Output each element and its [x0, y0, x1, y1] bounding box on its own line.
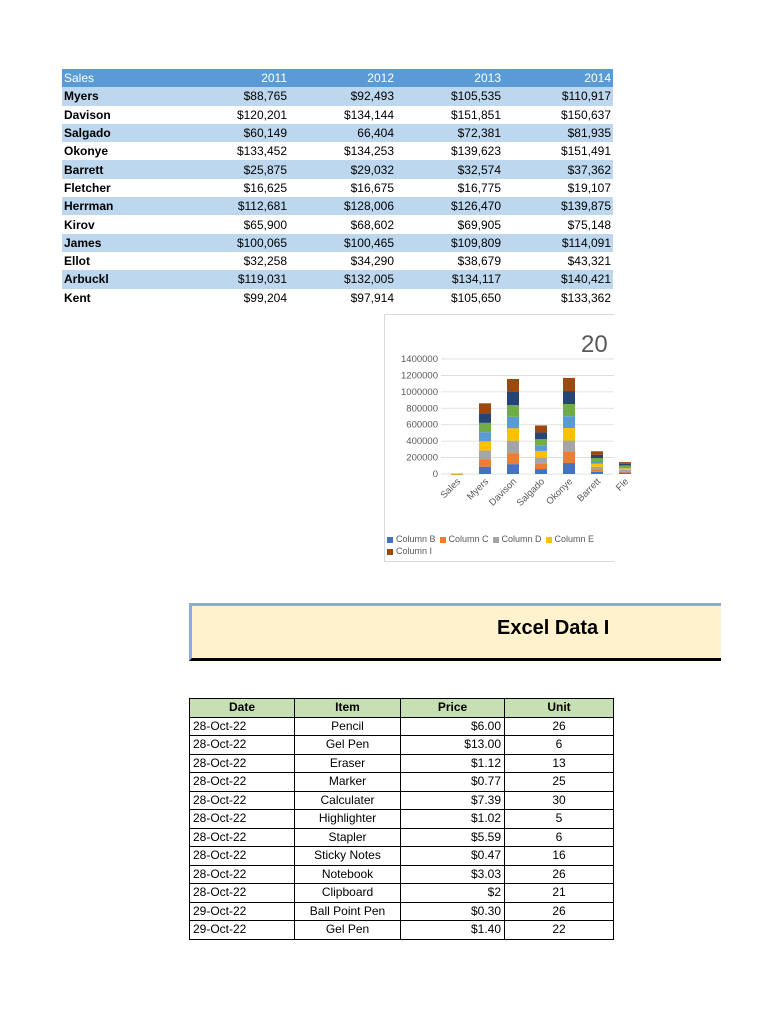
- legend-label: Column C: [448, 534, 489, 544]
- y-tick-label: 400000: [406, 436, 438, 448]
- date-cell[interactable]: 28-Oct-22: [190, 865, 295, 884]
- price-cell[interactable]: $6.00: [401, 717, 505, 736]
- legend-item[interactable]: [493, 533, 542, 545]
- sales-value-cell[interactable]: $97,914: [289, 289, 396, 307]
- sales-value-cell[interactable]: $88,765: [144, 87, 289, 105]
- legend-swatch: [387, 537, 393, 543]
- item-cell[interactable]: Clipboard: [295, 884, 401, 903]
- salesperson-name-cell[interactable]: Barrett: [62, 160, 144, 178]
- items-table-body: [190, 717, 614, 939]
- sales-value-cell[interactable]: $29,032: [289, 160, 396, 178]
- items-header-row: [190, 699, 614, 718]
- sales-value-cell[interactable]: $114,091: [503, 234, 613, 252]
- sales-header-cell[interactable]: 2012: [289, 69, 396, 87]
- sales-value-cell[interactable]: $134,144: [289, 106, 396, 124]
- unit-cell[interactable]: 13: [505, 754, 614, 773]
- items-header-item[interactable]: Item: [295, 699, 401, 718]
- x-tick-label: Sales: [438, 476, 464, 501]
- sales-value-cell[interactable]: $32,258: [144, 252, 289, 270]
- bar-segment[interactable]: [479, 467, 491, 474]
- legend-swatch: [546, 537, 552, 543]
- unit-cell[interactable]: 26: [505, 902, 614, 921]
- legend-label: Column D: [501, 534, 542, 544]
- sales-value-cell[interactable]: $69,905: [396, 215, 503, 233]
- date-cell[interactable]: 28-Oct-22: [190, 828, 295, 847]
- item-cell[interactable]: Sticky Notes: [295, 847, 401, 866]
- sales-value-cell[interactable]: $140,421: [503, 270, 613, 288]
- sales-row: [62, 289, 613, 307]
- bar-segment[interactable]: [563, 378, 575, 391]
- price-cell[interactable]: $0.77: [401, 773, 505, 792]
- bar-segment[interactable]: [535, 458, 547, 464]
- item-cell[interactable]: Highlighter: [295, 810, 401, 829]
- bar-segment[interactable]: [479, 423, 491, 432]
- sales-value-cell[interactable]: $151,491: [503, 142, 613, 160]
- price-cell[interactable]: $1.12: [401, 754, 505, 773]
- sales-value-cell[interactable]: $16,775: [396, 179, 503, 197]
- sales-value-cell[interactable]: $133,452: [144, 142, 289, 160]
- items-row: [190, 884, 614, 903]
- item-cell[interactable]: Gel Pen: [295, 736, 401, 755]
- sales-header-cell[interactable]: 2013: [396, 69, 503, 87]
- sales-header-cell[interactable]: 2011: [144, 69, 289, 87]
- items-row: [190, 717, 614, 736]
- sales-row: [62, 197, 613, 215]
- bar-segment[interactable]: [563, 404, 575, 416]
- y-tick-label: 1200000: [401, 370, 438, 382]
- date-cell[interactable]: 28-Oct-22: [190, 791, 295, 810]
- items-row: [190, 921, 614, 940]
- bar-segment[interactable]: [479, 403, 491, 413]
- salesperson-name-cell[interactable]: Fletcher: [62, 179, 144, 197]
- sales-value-cell[interactable]: $120,201: [144, 106, 289, 124]
- bar-segment[interactable]: [479, 432, 491, 441]
- price-cell[interactable]: $7.39: [401, 791, 505, 810]
- bar-segment[interactable]: [507, 392, 519, 405]
- items-header-date[interactable]: Date: [190, 699, 295, 718]
- sales-value-cell[interactable]: $112,681: [144, 197, 289, 215]
- date-cell[interactable]: 28-Oct-22: [190, 884, 295, 903]
- sales-value-cell[interactable]: $134,253: [289, 142, 396, 160]
- items-row: [190, 810, 614, 829]
- sales-value-cell[interactable]: $132,005: [289, 270, 396, 288]
- legend-item[interactable]: [387, 545, 432, 557]
- sales-value-cell[interactable]: $133,362: [503, 289, 613, 307]
- sales-value-cell[interactable]: $128,006: [289, 197, 396, 215]
- bar-segment[interactable]: [535, 464, 547, 469]
- items-row: [190, 902, 614, 921]
- sales-value-cell[interactable]: $60,149: [144, 124, 289, 142]
- items-row: [190, 791, 614, 810]
- chart-title: 20: [581, 331, 608, 358]
- bar-segment[interactable]: [591, 467, 603, 470]
- date-cell[interactable]: 28-Oct-22: [190, 847, 295, 866]
- bar-segment[interactable]: [591, 451, 603, 454]
- sales-row: [62, 142, 613, 160]
- item-cell[interactable]: Gel Pen: [295, 921, 401, 940]
- bar-segment[interactable]: [619, 465, 631, 466]
- sales-value-cell[interactable]: $134,117: [396, 270, 503, 288]
- stacked-bar-chart[interactable]: [384, 314, 632, 562]
- bar-segment[interactable]: [563, 391, 575, 404]
- items-row: [190, 865, 614, 884]
- sales-value-cell[interactable]: $99,204: [144, 289, 289, 307]
- sales-value-cell[interactable]: $16,675: [289, 179, 396, 197]
- price-cell[interactable]: $0.47: [401, 847, 505, 866]
- sales-value-cell[interactable]: $72,381: [396, 124, 503, 142]
- unit-cell[interactable]: 21: [505, 884, 614, 903]
- sales-value-cell[interactable]: $16,625: [144, 179, 289, 197]
- item-cell[interactable]: Eraser: [295, 754, 401, 773]
- bar-segment[interactable]: [563, 452, 575, 463]
- sales-value-cell[interactable]: $139,875: [503, 197, 613, 215]
- sales-row: [62, 106, 613, 124]
- bar-segment[interactable]: [591, 455, 603, 458]
- y-tick-label: 1000000: [401, 386, 438, 398]
- date-cell[interactable]: 28-Oct-22: [190, 736, 295, 755]
- items-row: [190, 754, 614, 773]
- salesperson-name-cell[interactable]: Okonye: [62, 142, 144, 160]
- salesperson-name-cell[interactable]: Myers: [62, 87, 144, 105]
- sales-header-row: [62, 69, 613, 87]
- legend-swatch: [493, 537, 499, 543]
- bar-segment[interactable]: [535, 469, 547, 474]
- salesperson-name-cell[interactable]: Ellot: [62, 252, 144, 270]
- bar-segment[interactable]: [563, 463, 575, 474]
- x-tick-label: Salgado: [514, 476, 548, 509]
- bar-segment[interactable]: [479, 459, 491, 467]
- price-cell[interactable]: $1.02: [401, 810, 505, 829]
- bar-segment[interactable]: [479, 413, 491, 423]
- bar-segment[interactable]: [535, 439, 547, 445]
- bar-segment[interactable]: [507, 417, 519, 429]
- items-row: [190, 736, 614, 755]
- bar-segment[interactable]: [563, 416, 575, 428]
- legend-label: Column I: [396, 546, 433, 556]
- x-tick-label: Fle: [614, 476, 632, 494]
- sales-row: [62, 160, 613, 178]
- bar-segment[interactable]: [535, 432, 547, 439]
- bar-segment[interactable]: [591, 458, 603, 461]
- sales-value-cell[interactable]: $110,917: [503, 87, 613, 105]
- unit-cell[interactable]: 26: [505, 865, 614, 884]
- unit-cell[interactable]: 6: [505, 736, 614, 755]
- sales-value-cell[interactable]: $150,637: [503, 106, 613, 124]
- sales-row: [62, 270, 613, 288]
- sales-row: [62, 124, 613, 142]
- bar-segment[interactable]: [535, 445, 547, 451]
- sales-value-cell[interactable]: $43,321: [503, 252, 613, 270]
- bar-segment[interactable]: [563, 428, 575, 440]
- sales-value-cell[interactable]: $81,935: [503, 124, 613, 142]
- salesperson-name-cell[interactable]: Herrman: [62, 197, 144, 215]
- price-cell[interactable]: $3.03: [401, 865, 505, 884]
- banner-title-area: [189, 603, 613, 661]
- y-tick-label: 200000: [406, 452, 438, 464]
- price-cell[interactable]: $2: [401, 884, 505, 903]
- sales-value-cell[interactable]: $65,900: [144, 215, 289, 233]
- chart-plot: [385, 315, 632, 561]
- sales-value-cell[interactable]: $38,679: [396, 252, 503, 270]
- x-tick-label: Barrett: [575, 476, 604, 505]
- price-cell[interactable]: $5.59: [401, 828, 505, 847]
- sales-row: [62, 179, 613, 197]
- bar-segment[interactable]: [507, 405, 519, 417]
- sales-value-cell[interactable]: $139,623: [396, 142, 503, 160]
- bar-segment[interactable]: [563, 441, 575, 452]
- bar-segment[interactable]: [619, 462, 631, 464]
- bar-segment[interactable]: [591, 464, 603, 467]
- x-tick-label: Davison: [487, 476, 520, 509]
- bar-segment[interactable]: [591, 472, 603, 474]
- sales-row: [62, 215, 613, 233]
- salesperson-name-cell[interactable]: Kirov: [62, 215, 144, 233]
- y-tick-label: 0: [432, 469, 438, 480]
- salesperson-name-cell[interactable]: Davison: [62, 106, 144, 124]
- sales-value-cell[interactable]: $100,465: [289, 234, 396, 252]
- sales-value-cell[interactable]: $126,470: [396, 197, 503, 215]
- legend-label: Column E: [554, 534, 595, 544]
- sales-table: [62, 69, 613, 307]
- date-cell[interactable]: 29-Oct-22: [190, 921, 295, 940]
- items-header-unit[interactable]: Unit: [505, 699, 614, 718]
- sales-row: [62, 234, 613, 252]
- bar-segment[interactable]: [535, 451, 547, 458]
- items-row: [190, 773, 614, 792]
- items-row: [190, 828, 614, 847]
- sales-value-cell[interactable]: $151,851: [396, 106, 503, 124]
- bar-segment[interactable]: [619, 473, 631, 474]
- x-tick-label: Okonye: [544, 476, 576, 508]
- x-tick-label: Myers: [465, 476, 492, 503]
- sales-header-cell[interactable]: 2014: [503, 69, 613, 87]
- bar-segment[interactable]: [451, 473, 463, 474]
- items-table: [189, 698, 614, 940]
- sales-value-cell[interactable]: $92,493: [289, 87, 396, 105]
- bar-segment[interactable]: [479, 441, 491, 450]
- sales-header-cell[interactable]: Sales: [62, 69, 144, 87]
- unit-cell[interactable]: 6: [505, 828, 614, 847]
- item-cell[interactable]: Marker: [295, 773, 401, 792]
- unit-cell[interactable]: 16: [505, 847, 614, 866]
- sales-value-cell[interactable]: 66,404: [289, 124, 396, 142]
- unit-cell[interactable]: 26: [505, 717, 614, 736]
- item-cell[interactable]: Stapler: [295, 828, 401, 847]
- date-cell[interactable]: 28-Oct-22: [190, 773, 295, 792]
- salesperson-name-cell[interactable]: Kent: [62, 289, 144, 307]
- date-cell[interactable]: 28-Oct-22: [190, 717, 295, 736]
- item-cell[interactable]: Calculater: [295, 791, 401, 810]
- bar-segment[interactable]: [619, 471, 631, 472]
- y-tick-label: 800000: [406, 403, 438, 415]
- bar-segment[interactable]: [479, 450, 491, 459]
- sales-value-cell[interactable]: $19,107: [503, 179, 613, 197]
- bar-segment[interactable]: [507, 453, 519, 464]
- legend-swatch: [440, 537, 446, 543]
- unit-cell[interactable]: 25: [505, 773, 614, 792]
- sales-row: [62, 252, 613, 270]
- date-cell[interactable]: 28-Oct-22: [190, 754, 295, 773]
- sales-value-cell[interactable]: $105,535: [396, 87, 503, 105]
- bar-segment[interactable]: [507, 428, 519, 440]
- date-cell[interactable]: 29-Oct-22: [190, 902, 295, 921]
- legend-item[interactable]: [440, 533, 489, 545]
- item-cell[interactable]: Notebook: [295, 865, 401, 884]
- bar-segment[interactable]: [619, 464, 631, 466]
- bar-segment[interactable]: [507, 379, 519, 392]
- y-tick-label: 600000: [406, 419, 438, 431]
- items-header-price[interactable]: Price: [401, 699, 505, 718]
- sales-value-cell[interactable]: $75,148: [503, 215, 613, 233]
- date-cell[interactable]: 28-Oct-22: [190, 810, 295, 829]
- bar-segment[interactable]: [619, 467, 631, 468]
- salesperson-name-cell[interactable]: Salgado: [62, 124, 144, 142]
- sales-value-cell[interactable]: $105,650: [396, 289, 503, 307]
- unit-cell[interactable]: 5: [505, 810, 614, 829]
- bar-segment[interactable]: [619, 470, 631, 471]
- legend-item[interactable]: [546, 533, 595, 545]
- chart-legend: [387, 533, 613, 557]
- price-cell[interactable]: $13.00: [401, 736, 505, 755]
- sales-value-cell[interactable]: $32,574: [396, 160, 503, 178]
- unit-cell[interactable]: 30: [505, 791, 614, 810]
- price-cell[interactable]: $0.30: [401, 902, 505, 921]
- legend-item[interactable]: [387, 533, 436, 545]
- bar-segment[interactable]: [591, 461, 603, 464]
- sales-row: [62, 87, 613, 105]
- sales-value-cell[interactable]: $37,362: [503, 160, 613, 178]
- sales-value-cell[interactable]: $109,809: [396, 234, 503, 252]
- sales-value-cell[interactable]: $119,031: [144, 270, 289, 288]
- y-tick-label: 1400000: [401, 354, 438, 365]
- legend-label: Column B: [396, 534, 436, 544]
- item-cell[interactable]: Pencil: [295, 717, 401, 736]
- price-cell[interactable]: $1.40: [401, 921, 505, 940]
- sales-value-cell[interactable]: $68,602: [289, 215, 396, 233]
- salesperson-name-cell[interactable]: Arbuckl: [62, 270, 144, 288]
- unit-cell[interactable]: 22: [505, 921, 614, 940]
- salesperson-name-cell[interactable]: James: [62, 234, 144, 252]
- sales-value-cell[interactable]: $34,290: [289, 252, 396, 270]
- sales-table-body: [62, 87, 613, 307]
- bar-segment[interactable]: [535, 425, 547, 432]
- legend-swatch: [387, 549, 393, 555]
- banner-title: Excel Data I: [497, 617, 610, 639]
- items-row: [190, 847, 614, 866]
- sales-value-cell[interactable]: $25,875: [144, 160, 289, 178]
- bar-segment[interactable]: [507, 441, 519, 453]
- bar-segment[interactable]: [507, 464, 519, 474]
- sales-value-cell[interactable]: $100,065: [144, 234, 289, 252]
- bar-segment[interactable]: [619, 468, 631, 470]
- bar-segment[interactable]: [591, 469, 603, 471]
- item-cell[interactable]: Ball Point Pen: [295, 902, 401, 921]
